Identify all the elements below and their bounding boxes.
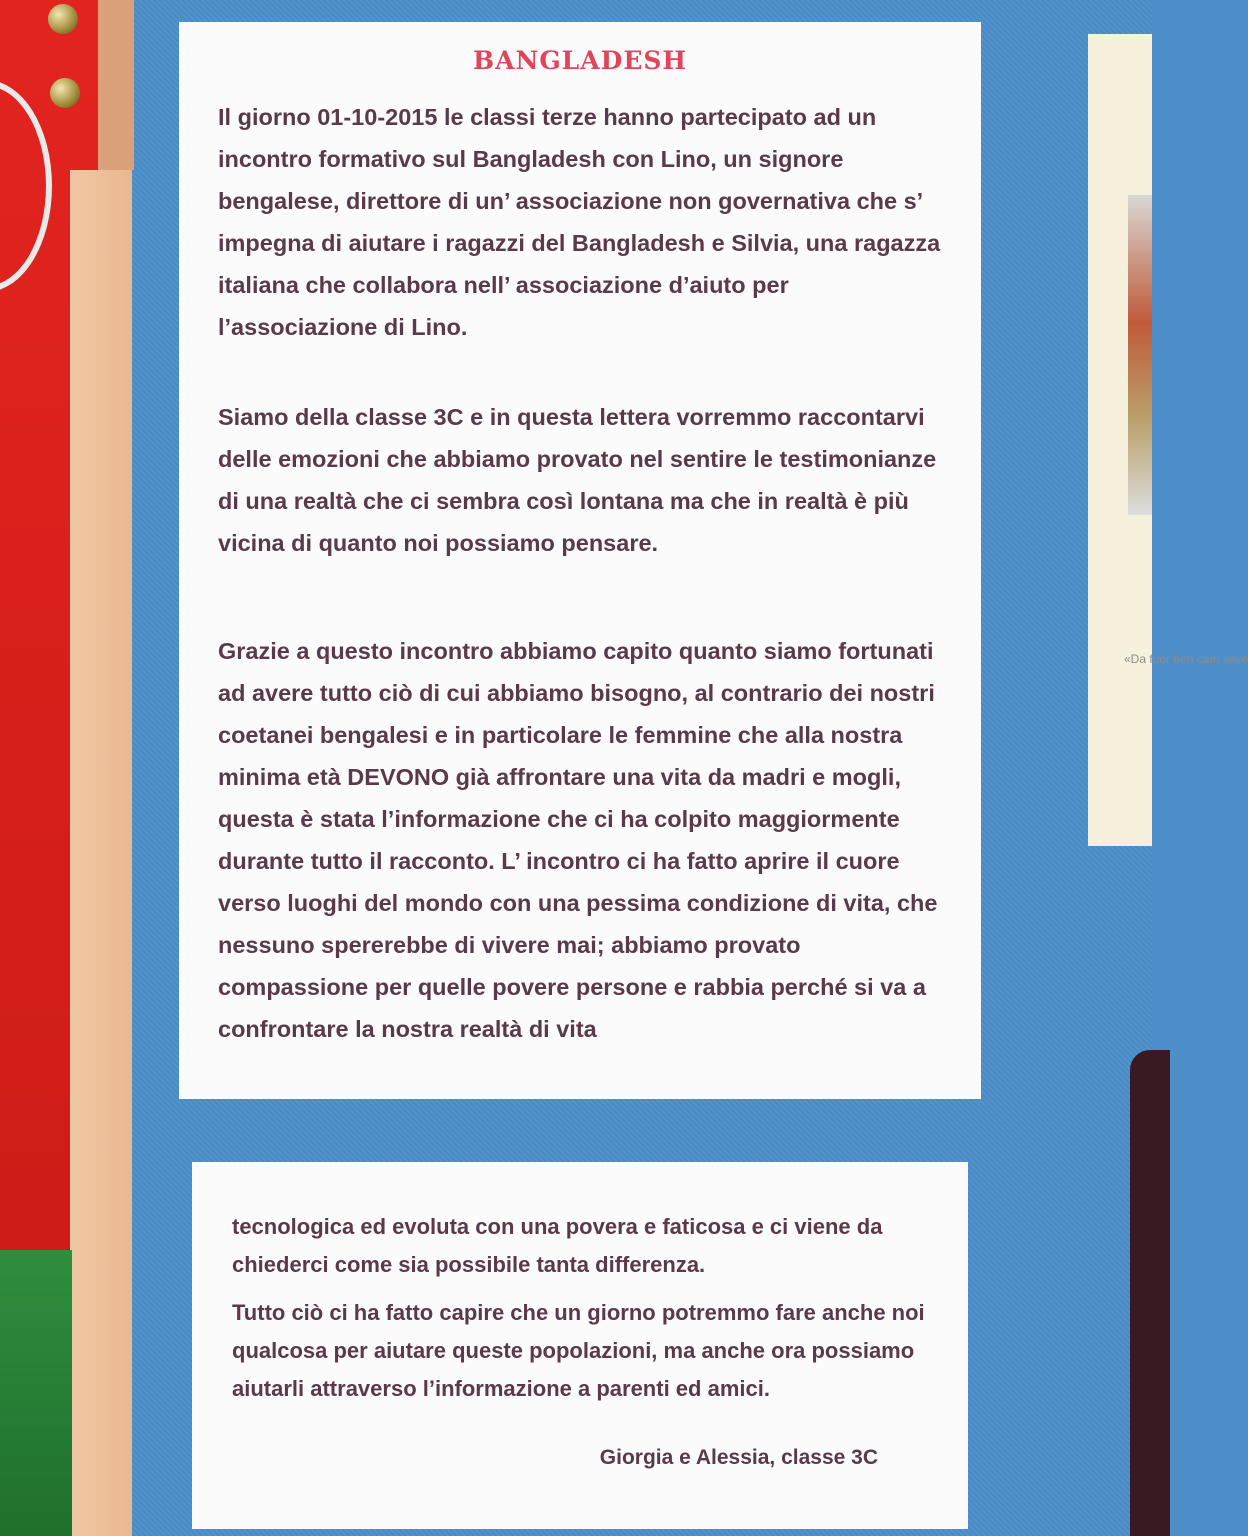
dark-paper-shape: [1130, 1050, 1170, 1536]
paragraph-4: tecnologica ed evoluta con una povera e faticosa e ci viene da chiederci come sia possibile tanta differenza.: [232, 1214, 883, 1277]
paragraph-5: Tutto ciò ci ha fatto capire che un giorno potremmo fare anche noi qualcosa per aiutare queste popolazioni, ma anche ora possiamo aiutarli attraverso l’informazione a parenti ed amici.: [232, 1300, 925, 1401]
beige-strip: [70, 170, 132, 1536]
letter-sheet-1: [185, 28, 975, 1093]
wooden-frame: [98, 0, 134, 170]
green-panel: [0, 1250, 72, 1536]
letter-sheet-2: [198, 1168, 962, 1523]
paragraph-3: Grazie a questo incontro abbiamo capito quanto siamo fortunati ad avere tutto ciò di cui abbiamo bisogno, al contrario dei nostri coetanei bengalesi e in particolare le femmine che alla nostra minima età DEVONO già affrontare una vita da madri e mogli, questa è stata l’informazione che ci ha colpito maggiormente durante tutto il racconto. L’ incontro ci ha fatto aprire il cuore verso luoghi del mondo con una pessima condizione di vita, che nessuno spererebbe di vivere mai; abbiamo provato compassione per quelle povere persone e rabbia perché si va a confrontare la nostra realtà di vita: [218, 638, 938, 1042]
signature: Giorgia e Alessia, classe 3C: [599, 1446, 878, 1469]
poster-title: BANGLADESH: [472, 46, 688, 75]
paragraph-1: Il giorno 01-10-2015 le classi terze hanno partecipato ad un incontro formativo sul Bangladesh con Lino, un signore bengalese, direttore di un’ associazione non governativa che s’ impegna di aiutare i ragazzi del Bangladesh e Silvia, una ragazza italiana che collabora nell’ associazione d’aiuto per l’associazione di Lino.: [218, 104, 941, 340]
side-poster-photo: [1128, 195, 1152, 515]
push-pin-icon: [50, 78, 80, 108]
push-pin-icon: [48, 4, 78, 34]
paragraph-2: Siamo della classe 3C e in questa lettera vorremmo raccontarvi delle emozioni che abbiamo provato nel sentire le testimonianze di una realtà che ci sembra così lontana ma che in realtà è più vicina di quanto noi possiamo pensare.: [218, 404, 937, 556]
side-poster-caption: «Da fuor ben cam save: [1124, 652, 1248, 666]
